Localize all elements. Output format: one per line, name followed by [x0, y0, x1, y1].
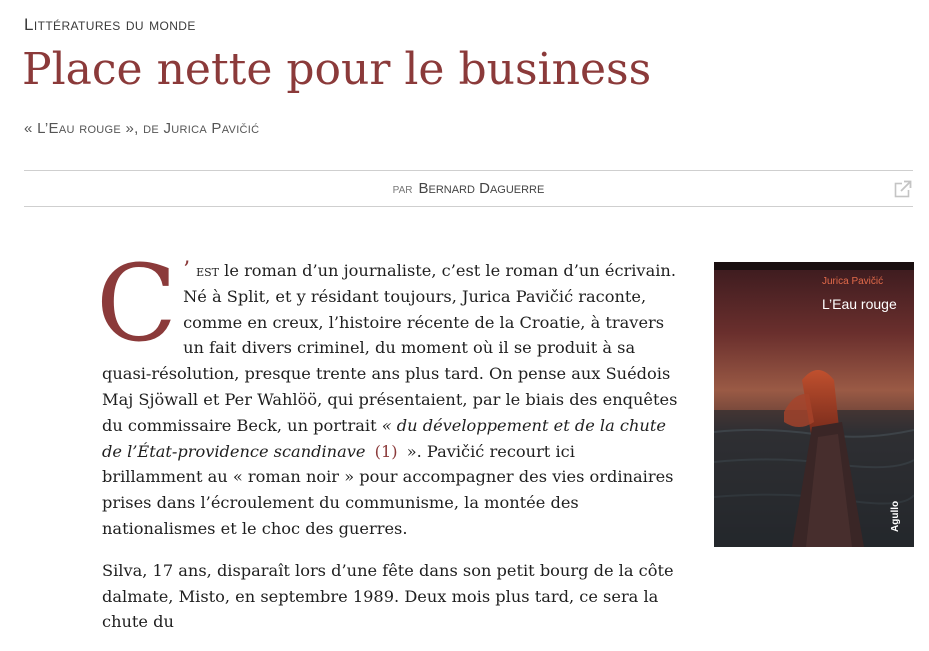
paragraph-1	[96, 242, 680, 542]
drop-cap-apostrophe: ’	[183, 258, 191, 283]
book-cover	[714, 262, 914, 547]
paragraph-2: Silva, 17 ans, disparaît lors d’une fête dans son petit bourg de la côte dalmate, Misto, en septembre 1989. Deux mois plus tard, ce sera la chute du	[102, 560, 674, 632]
paragraph-1-text-b: ». Pavičić recourt ici brillamment au « roman noir » pour accompagner des vies ordinaires prises dans l’écroulement du communisme, la montée des nationalismes et le choc des guerres.	[102, 441, 674, 538]
paragraph-1-text-a: le roman d’un journaliste, c’est le roman d’un écrivain. Né à Split, et y résidant toujours, Jurica Pavičić raconte, comme en creux, l’histoire récente de la Croatie, à travers un fait divers criminel, du moment où il se produit à sa quasi-résolution, presque trente ans plus tard. On pense aux Suédois Maj Sjöwall et Per Wahlöö, qui présentaient, par le biais des enquêtes du commissaire Beck, un portrait	[102, 261, 678, 435]
article-title: Place nette pour le business	[22, 44, 652, 95]
quote: « du développement et de la chute de l’État-providence scandinave	[102, 415, 666, 461]
footnote-link[interactable]: (1)	[374, 441, 398, 461]
byline	[24, 180, 913, 197]
external-link-icon[interactable]	[893, 179, 913, 199]
section-kicker: Littératures du monde	[24, 15, 196, 34]
article-body	[96, 242, 680, 651]
article-subtitle: « L’Eau rouge », de Jurica Pavičić	[24, 120, 260, 137]
cover-author: Jurica Pavičić	[822, 276, 884, 287]
drop-cap: C	[96, 242, 178, 365]
byline-prefix: par	[392, 180, 413, 196]
lead-word: est	[196, 261, 220, 280]
author-link[interactable]: Bernard Daguerre	[418, 180, 545, 197]
cover-publisher: Agullo	[890, 500, 901, 532]
cover-title: L’Eau rouge	[822, 296, 897, 312]
byline-bar	[24, 170, 913, 207]
